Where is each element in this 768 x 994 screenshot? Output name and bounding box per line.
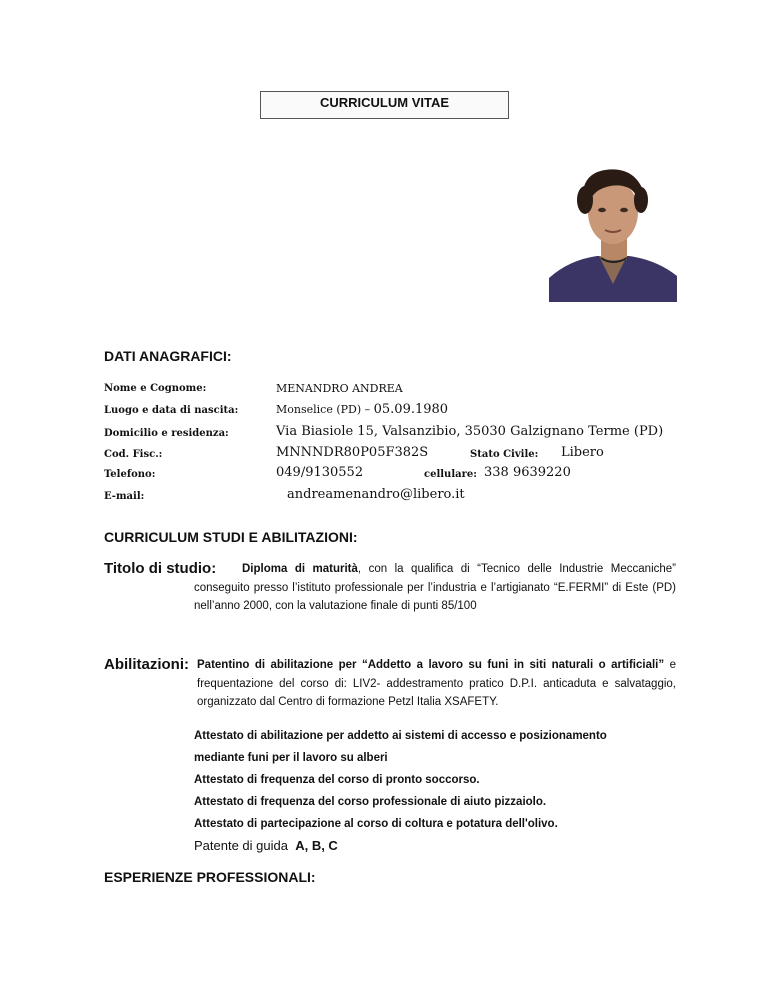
telefono-label: Telefono: <box>104 469 156 480</box>
patente-line <box>194 838 338 853</box>
nome-value: MENANDRO ANDREA <box>276 382 403 395</box>
nome-label: Nome e Cognome: <box>104 383 207 394</box>
stato-value: Libero <box>561 445 604 460</box>
titolo-text: , con la qualifica di “Tecnico delle Industrie Meccaniche” conseguito presso l’istituto professionale per l’industria e l’artigianato “E.FERMI” di Este (PD) nell’anno 2000, con la valutazione finale di punti 85/100 <box>194 563 676 612</box>
email-label: E-mail: <box>104 491 145 502</box>
domicilio-label: Domicilio e residenza: <box>104 428 229 439</box>
stato-label: Stato Civile: <box>470 449 539 460</box>
patente-label: Patente di guida <box>194 838 288 853</box>
attestato-olivo: Attestato di partecipazione al corso di coltura e potatura dell'olivo. <box>194 818 558 830</box>
attestato-pizzaiolo: Attestato di frequenza del corso professionale di aiuto pizzaiolo. <box>194 796 547 808</box>
esperienze-heading: ESPERIENZE PROFESSIONALI: <box>104 869 316 885</box>
abilitazioni-label: Abilitazioni: <box>104 656 189 673</box>
cellulare-value: 338 9639220 <box>484 465 571 480</box>
nascita-place: Monselice (PD) – <box>276 403 374 416</box>
cellulare-label: cellulare: <box>424 469 477 480</box>
titolo-label: Titolo di studio: <box>104 560 217 577</box>
attestato-funi-line1: Attestato di abilitazione per addetto ai sistemi di accesso e posizionamento <box>194 730 607 742</box>
titolo-bold: Diploma di maturità <box>242 563 358 575</box>
studi-heading: CURRICULUM STUDI E ABILITAZIONI: <box>104 529 358 545</box>
cv-title: CURRICULUM VITAE <box>260 91 509 119</box>
codfisc-value: MNNNDR80P05F382S <box>276 445 429 460</box>
codfisc-label: Cod. Fisc.: <box>104 449 163 460</box>
nascita-value <box>276 402 448 417</box>
titolo-paragraph <box>194 560 676 616</box>
domicilio-value: Via Biasiole 15, Valsanzibio, 35030 Galzignano Terme (PD) <box>276 424 664 439</box>
abilitazioni-paragraph <box>197 656 676 712</box>
dati-heading: DATI ANAGRAFICI: <box>104 348 232 364</box>
abil-text: e frequentazione del corso di: LIV2- addestramento pratico D.P.I. anticaduta e salvataggio, organizzato dal Centro di formazione Petzl Italia XSAFETY. <box>197 659 676 708</box>
patente-value: A, B, C <box>295 838 338 853</box>
nascita-date: 05.09.1980 <box>373 402 449 417</box>
attestato-funi-line2: mediante funi per il lavoro su alberi <box>194 752 388 764</box>
nascita-label: Luogo e data di nascita: <box>104 405 239 416</box>
email-value[interactable]: andreamenandro@libero.it <box>287 487 465 502</box>
attestato-soccorso: Attestato di frequenza del corso di pronto soccorso. <box>194 774 480 786</box>
abil-bold: Patentino di abilitazione per “Addetto a lavoro su funi in siti naturali o artificiali” <box>197 659 665 671</box>
profile-photo <box>549 160 677 302</box>
telefono-value: 049/9130552 <box>276 465 364 480</box>
